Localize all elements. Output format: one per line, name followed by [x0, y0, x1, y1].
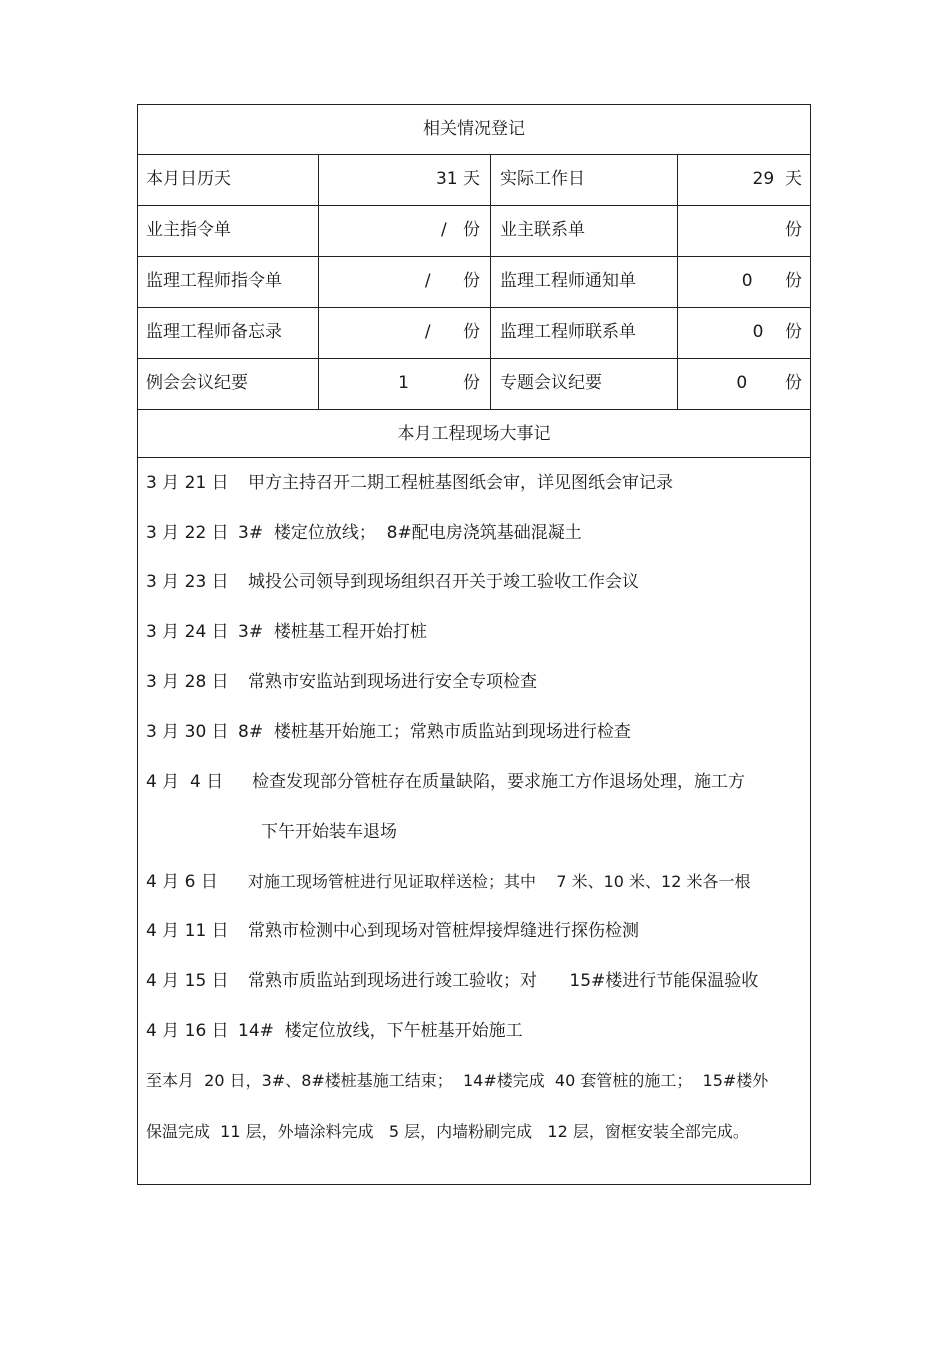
event-date: 3 月 24 日 [146, 622, 229, 642]
stat-row-engineer-instructions [138, 257, 810, 308]
event-text: 城投公司领导到现场组织召开关于竣工验收工作会议 [248, 572, 639, 592]
events-title: 本月工程现场大事记 [138, 410, 810, 458]
stat-value: / 份 [319, 257, 491, 307]
event-text: 常熟市检测中心到现场对管桩焊接焊缝进行探伤检测 [248, 921, 639, 941]
event-date: 4 月 16 日 [146, 1021, 229, 1041]
stat-row-meeting-minutes [138, 359, 810, 410]
event-text: 对施工现场管桩进行见证取样送检；其中 7 米、10 米、12 米各一根 [248, 872, 751, 891]
event-text: 下午开始装车退场 [261, 822, 397, 842]
event-text: 3# 楼桩基工程开始打桩 [238, 622, 427, 642]
list-item [261, 822, 397, 842]
stat-label: 监理工程师通知单 [491, 257, 678, 307]
stat-label: 专题会议纪要 [491, 359, 678, 409]
event-text: 3# 楼定位放线； 8#配电房浇筑基础混凝土 [238, 523, 582, 543]
event-date: 3 月 23 日 [146, 572, 229, 592]
stat-row-calendar-days [138, 155, 810, 206]
stat-value: 0 份 [741, 271, 802, 291]
list-item [146, 622, 427, 642]
stat-label: 业主联系单 [491, 206, 678, 256]
stat-label: 监理工程师指令单 [138, 257, 319, 307]
stat-value: 29 天 [752, 169, 802, 189]
stat-label: 本月日历天 [138, 155, 319, 205]
monthly-report-table [137, 104, 811, 1185]
list-item [146, 672, 537, 692]
list-item [146, 473, 673, 493]
event-text: 常熟市质监站到现场进行竣工验收；对 15#楼进行节能保温验收 [248, 971, 759, 991]
registration-title: 相关情况登记 [138, 105, 810, 155]
summary-line: 至本月 20 日，3#、8#楼桩基施工结束； 14#楼完成 40 套管桩的施工； 15#楼外 [146, 1071, 769, 1090]
stat-row-engineer-memos [138, 308, 810, 359]
list-item [146, 572, 639, 592]
list-item [146, 872, 751, 892]
list-item [146, 1021, 523, 1041]
event-date: 4 月 11 日 [146, 921, 229, 941]
stat-label: 业主指令单 [138, 206, 319, 256]
event-date: 3 月 21 日 [146, 473, 229, 493]
event-date: 3 月 22 日 [146, 523, 229, 543]
stat-label: 监理工程师联系单 [491, 308, 678, 358]
event-text: 8# 楼桩基开始施工；常熟市质监站到现场进行检查 [238, 722, 631, 742]
stat-value: 0 份 [752, 322, 802, 342]
event-date: 4 月 4 日 [146, 772, 224, 792]
list-item [146, 921, 639, 941]
event-date: 4 月 6 日 [146, 872, 218, 892]
list-item [146, 772, 745, 792]
event-text: 检查发现部分管桩存在质量缺陷，要求施工方作退场处理，施工方 [252, 772, 745, 792]
stat-value: 份 [785, 220, 802, 240]
stat-row-owner-orders [138, 206, 810, 257]
event-date: 4 月 15 日 [146, 971, 229, 991]
stat-value: 0 份 [736, 373, 802, 393]
event-text: 常熟市安监站到现场进行安全专项检查 [248, 672, 537, 692]
stat-value: 1 份 [319, 359, 491, 409]
stat-label: 实际工作日 [491, 155, 678, 205]
stat-label: 例会会议纪要 [138, 359, 319, 409]
event-text: 甲方主持召开二期工程桩基图纸会审，详见图纸会审记录 [248, 473, 673, 493]
stat-value: / 份 [319, 308, 491, 358]
list-item [146, 523, 582, 543]
list-item [146, 722, 631, 742]
event-text: 14# 楼定位放线，下午桩基开始施工 [238, 1021, 523, 1041]
summary-line: 保温完成 11 层，外墙涂料完成 5 层，内墙粉刷完成 12 层，窗框安装全部完成。 [146, 1122, 749, 1141]
stat-value: / 份 [319, 206, 491, 256]
event-date: 3 月 28 日 [146, 672, 229, 692]
stat-value: 31 天 [319, 155, 491, 205]
stat-label: 监理工程师备忘录 [138, 308, 319, 358]
event-date: 3 月 30 日 [146, 722, 229, 742]
list-item [146, 971, 758, 991]
